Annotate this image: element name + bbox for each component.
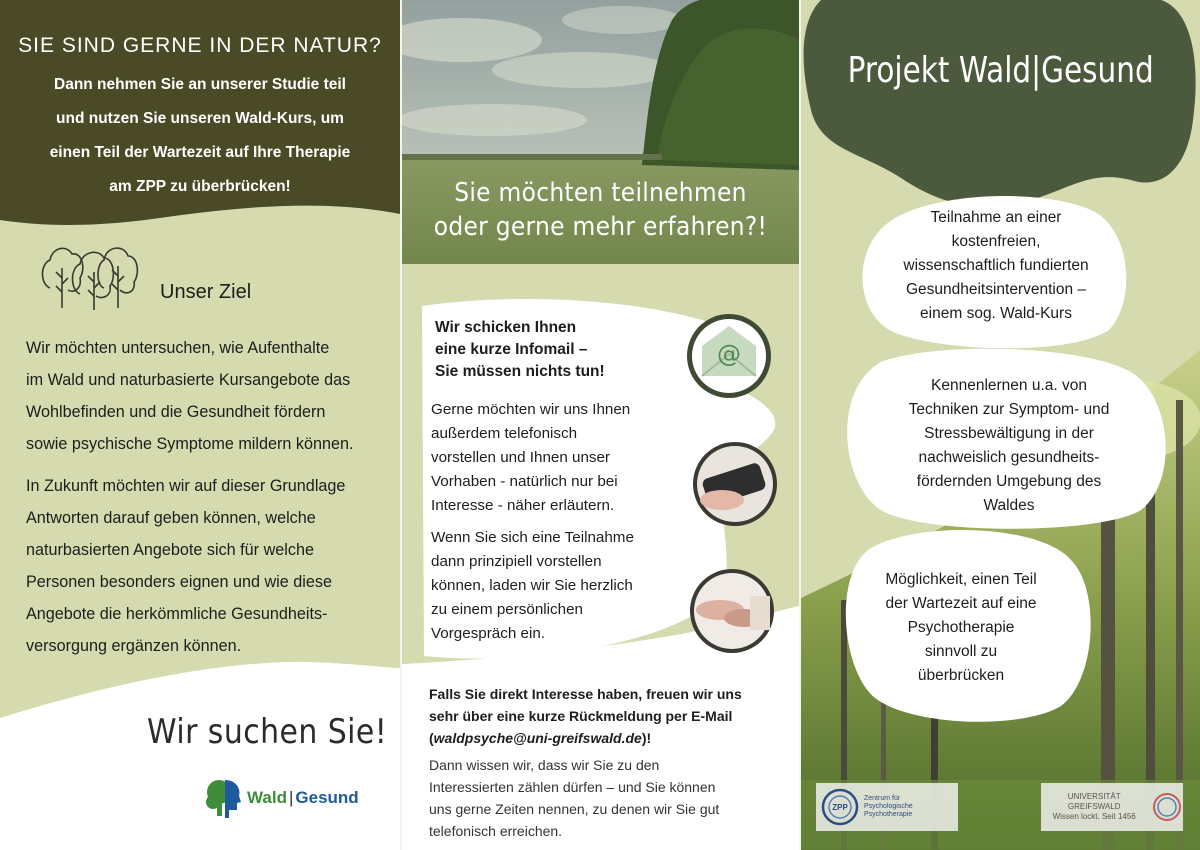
- text-line: nachweislich gesundheits-: [918, 449, 1100, 466]
- photo-caption: [402, 176, 799, 244]
- right-panel: [801, 0, 1200, 850]
- text-line: zu einem persönlichen: [431, 601, 583, 618]
- text-line: sowie psychische Symptome mildern können.: [26, 435, 354, 453]
- text-line: Stressbewältigung in der: [924, 425, 1094, 442]
- text-line: Wissen lockt. Seit 1456: [1052, 812, 1136, 821]
- project-title: [801, 50, 1200, 91]
- heading-line: Sie müssen nichts tun!: [435, 363, 605, 380]
- goal-paragraph-2: [26, 470, 398, 662]
- text-line: vorstellen und Ihnen unser: [431, 449, 610, 466]
- left-panel: [0, 0, 400, 850]
- bubble-techniques: [869, 374, 1149, 518]
- uni-label: [1041, 792, 1147, 822]
- zpp-label: [864, 795, 913, 819]
- text-line: fördernden Umgebung des: [916, 473, 1102, 490]
- text-line: naturbasierten Angebote sich für welche: [26, 541, 314, 559]
- text-line: Teilnahme an einer: [930, 209, 1062, 226]
- meeting-paragraph: [431, 526, 691, 646]
- title-text: Projekt Wald|Gesund: [847, 50, 1154, 91]
- bubble-waiting-time: [851, 568, 1071, 688]
- text-line: Techniken zur Symptom- und: [908, 401, 1110, 418]
- caption-line: oder gerne mehr erfahren?!: [433, 212, 768, 242]
- paren: (: [429, 730, 434, 746]
- text-line: im Wald und naturbasierte Kursangebote das: [26, 371, 351, 389]
- text-line: Waldes: [983, 497, 1035, 514]
- text-line: einem sog. Wald-Kurs: [920, 305, 1072, 322]
- text-line: Antworten darauf geben können, welche: [26, 509, 316, 527]
- closing-text: [429, 754, 779, 842]
- text-line: Zentrum für: [864, 795, 901, 802]
- text-line: Psychotherapie: [864, 811, 913, 818]
- text-line: versorgung ergänzen können.: [26, 637, 242, 655]
- headline: SIE SIND GERNE IN DER NATUR?: [18, 34, 382, 57]
- text-line: Psychologische: [864, 803, 913, 810]
- logo-wordmark: [247, 788, 359, 808]
- middle-panel: [402, 0, 799, 850]
- text-line: Dann wissen wir, dass wir Sie zu den: [429, 757, 660, 773]
- text-line: telefonisch erreichen.: [429, 823, 563, 839]
- text-line: UNIVERSITÄT GREIFSWALD: [1067, 792, 1121, 811]
- text-line: Personen besonders eignen und wie diese: [26, 573, 332, 591]
- text-line: Wohlbefinden und die Gesundheit fördern: [26, 403, 326, 421]
- direct-interest-text: [429, 683, 779, 749]
- text-line: Kennenlernen u.a. von: [931, 377, 1087, 394]
- email-line: [429, 727, 779, 749]
- goal-text: [26, 332, 398, 672]
- uni-seal-icon: [1151, 791, 1183, 823]
- wir-suchen-heading: Wir suchen Sie!: [147, 712, 388, 752]
- text-line: Angebote die herkömmliche Gesundheits-: [26, 605, 328, 623]
- text-line: Wenn Sie sich eine Teilnahme: [431, 529, 634, 546]
- phone-photo: [693, 442, 777, 526]
- envelope-icon: [687, 314, 771, 398]
- text-line: Wir möchten untersuchen, wie Aufenthalte: [26, 339, 330, 357]
- text-line: Falls Sie direkt Interesse haben, freuen wir uns: [429, 686, 742, 702]
- wald-gesund-logo: [205, 776, 359, 820]
- infomail-heading: [435, 317, 635, 383]
- text-line: können, laden wir Sie herzlich: [431, 577, 633, 594]
- text-line: der Wartezeit auf eine: [885, 595, 1037, 612]
- intro-line: Dann nehmen Sie an unserer Studie teil: [54, 76, 346, 93]
- zpp-logo: [816, 783, 958, 831]
- title-blob: [804, 0, 1196, 207]
- text-line: überbrücken: [917, 667, 1005, 684]
- text-line: sehr über eine kurze Rückmeldung per E-Mail: [429, 708, 733, 724]
- trees-icon: [38, 234, 148, 314]
- heading-line: eine kurze Infomail –: [435, 341, 588, 358]
- goal-paragraph-1: [26, 332, 398, 460]
- bottom-white-wave: [0, 662, 400, 850]
- intro-line: am ZPP zu überbrücken!: [109, 178, 291, 195]
- zpp-mark: ZPP: [832, 803, 848, 812]
- text-line: Gesundheitsintervention –: [905, 281, 1087, 298]
- text-line: kostenfreien,: [951, 233, 1041, 250]
- text-line: sinnvoll zu: [924, 643, 998, 660]
- uni-greifswald-logo: [1041, 783, 1183, 831]
- text-line: Gerne möchten wir uns Ihnen: [431, 401, 631, 418]
- heading-line: Wir schicken Ihnen: [435, 319, 577, 336]
- paren: )!: [641, 730, 652, 746]
- at-symbol: @: [717, 340, 741, 368]
- ziel-title: Unser Ziel: [160, 281, 252, 303]
- text-line: wissenschaftlich fundierten: [903, 257, 1089, 274]
- phone-paragraph: [431, 398, 691, 518]
- text-line: außerdem telefonisch: [431, 425, 578, 442]
- text-line: uns gerne Zeiten nennen, zu denen wir Sie gut: [429, 801, 720, 817]
- intro-line: einen Teil der Wartezeit auf Ihre Therapie: [49, 144, 351, 161]
- text-line: Möglichkeit, einen Teil: [885, 571, 1037, 588]
- zpp-emblem-icon: [820, 787, 860, 827]
- head-tree-icon: [205, 776, 241, 820]
- text-line: Interessierten zählen dürfen – und Sie können: [429, 779, 716, 795]
- text-line: Psychotherapie: [907, 619, 1015, 636]
- text-line: Vorgespräch ein.: [431, 625, 545, 642]
- text-line: In Zukunft möchten wir auf dieser Grundlage: [26, 477, 346, 495]
- text-line: dann prinzipiell vorstellen: [431, 553, 602, 570]
- caption-line: Sie möchten teilnehmen: [454, 178, 747, 208]
- logo-separator: |: [288, 788, 294, 807]
- text-line: Vorhaben - natürlich nur bei: [431, 473, 618, 490]
- intro-line: und nutzen Sie unseren Wald-Kurs, um: [56, 110, 344, 127]
- email-link[interactable]: waldpsyche@uni-greifswald.de: [433, 730, 642, 746]
- header-text-block: [0, 34, 400, 204]
- logo-wald: Wald: [247, 788, 287, 807]
- text-line: Interesse - näher erläutern.: [431, 497, 615, 514]
- logo-gesund: Gesund: [295, 788, 359, 807]
- bubble-participation: [871, 206, 1121, 326]
- handshake-photo: [690, 569, 774, 653]
